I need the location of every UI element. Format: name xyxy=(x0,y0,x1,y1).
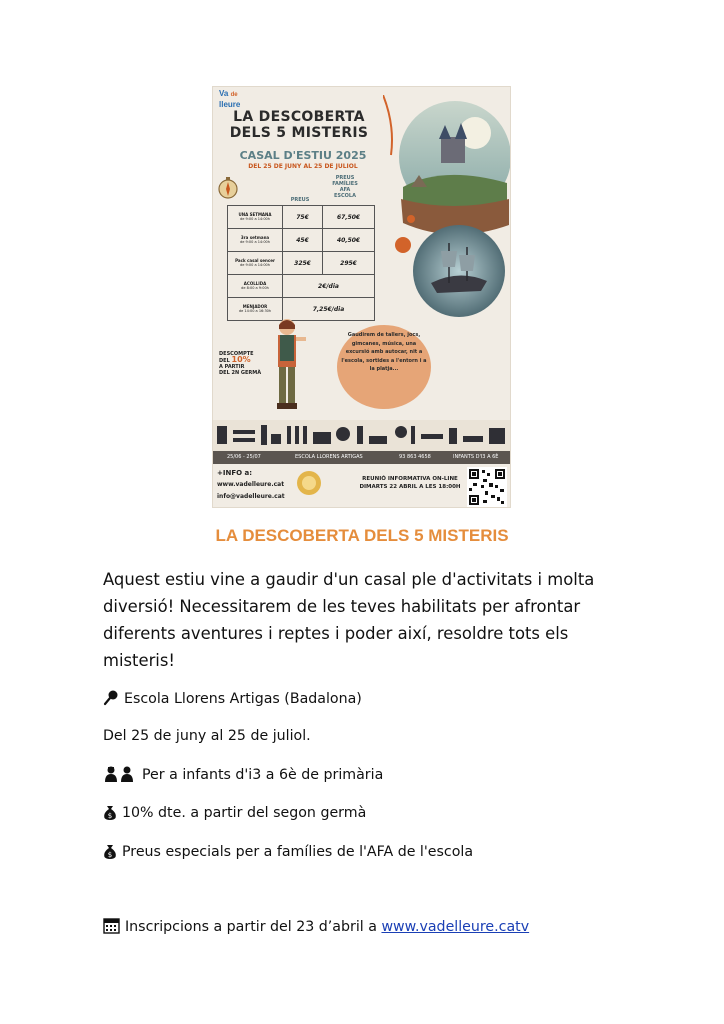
castle-and-ship-illustration xyxy=(383,95,511,331)
price-row: ACOLLIDA de 8:00 a 9:00h 2€/dia xyxy=(228,275,375,298)
money-bag-icon xyxy=(103,843,117,859)
price-table xyxy=(227,205,375,321)
activities-text: Gaudirem de tallers, jocs, gimcanes, música, una excursió amb autocar, nit a l'escola, sortides a l'entorn i a la platja... xyxy=(341,332,427,372)
discount-line: $ 10% dte. a partir del segon germà xyxy=(103,804,366,821)
header-preus-afa: PREUS FAMÍLIES AFA ESCOLA xyxy=(332,175,358,199)
camp-poster xyxy=(212,86,511,508)
poster-email[interactable]: info@vadelleure.cat xyxy=(217,493,285,500)
intro-paragraph: Aquest estiu vine a gaudir d'un casal ple d'activitats i molta diversió! Necessitarem de les teves habilitats per afrontar diferents aventures i reptes i poder així, resoldre tots els misteris! xyxy=(103,570,595,670)
sibling-discount-note: DESCOMPTE DEL 10% A PARTIR DEL 2N GERMÀ xyxy=(219,351,262,376)
compass-icon xyxy=(217,175,239,201)
svg-text:$: $ xyxy=(107,812,113,820)
qr-code[interactable] xyxy=(467,467,507,507)
page-title: LA DESCOBERTA DELS 5 MISTERIS xyxy=(215,526,509,545)
info-bar: 25/06 - 25/07 ESCOLA LLORENS ARTIGAS 93 863 4658 INFANTS D'I3 A 6È xyxy=(213,451,511,464)
registration-link[interactable]: www.vadelleure.catv xyxy=(381,919,530,935)
header-preus: PREUS xyxy=(290,197,310,203)
vadelleure-logo: Va de lleure xyxy=(219,89,241,109)
price-row: 3ra setmana de 9:00 a 14:00h 45€ 40,50€ xyxy=(228,229,375,252)
contact-info: +INFO a: www.vadelleure.cat info@vadelleure.cat xyxy=(217,467,285,503)
poster-casal: CASAL D'ESTIU 2025 xyxy=(239,149,367,162)
afa-prices-line: $ Preus especials per a famílies de l'AFA de l'escola xyxy=(103,843,473,860)
poster-web-link[interactable]: www.vadelleure.cat xyxy=(217,481,285,488)
online-meeting-info: REUNIÓ INFORMATIVA ON-LINE DIMARTS 22 ABRIL A LES 18:00H xyxy=(359,476,461,490)
dates-line: Del 25 de juny al 25 de juliol. xyxy=(103,728,311,744)
money-bag-icon xyxy=(103,804,117,820)
price-row: Pack casal sencer de 9:00 a 14:00h 325€ 295€ xyxy=(228,252,375,275)
calendar-icon xyxy=(103,917,120,934)
price-row: UNA SETMANA de 9:00 a 14:00h 75€ 67,50€ xyxy=(228,206,375,229)
sun-emblem-icon xyxy=(295,469,323,497)
inscriptions-line: Inscripcions a partir del 23 d’abril a www.vadelleure.catv xyxy=(103,917,529,935)
pin-icon xyxy=(103,690,119,706)
price-row: MENJADOR de 14:00 a 16:30h 7,25€/dia xyxy=(228,298,375,321)
people-icon xyxy=(103,766,137,782)
explorer-illustration xyxy=(265,315,309,415)
hieroglyphs-band xyxy=(213,420,511,451)
location-line: Escola Llorens Artigas (Badalona) xyxy=(103,690,362,707)
poster-dates: DEL 25 DE JUNY AL 25 DE JULIOL xyxy=(248,163,358,170)
ages-line: Per a infants d'i3 a 6è de primària xyxy=(103,766,383,783)
poster-title: LA DESCOBERTA DELS 5 MISTERIS xyxy=(229,109,369,141)
svg-text:$: $ xyxy=(107,851,113,859)
